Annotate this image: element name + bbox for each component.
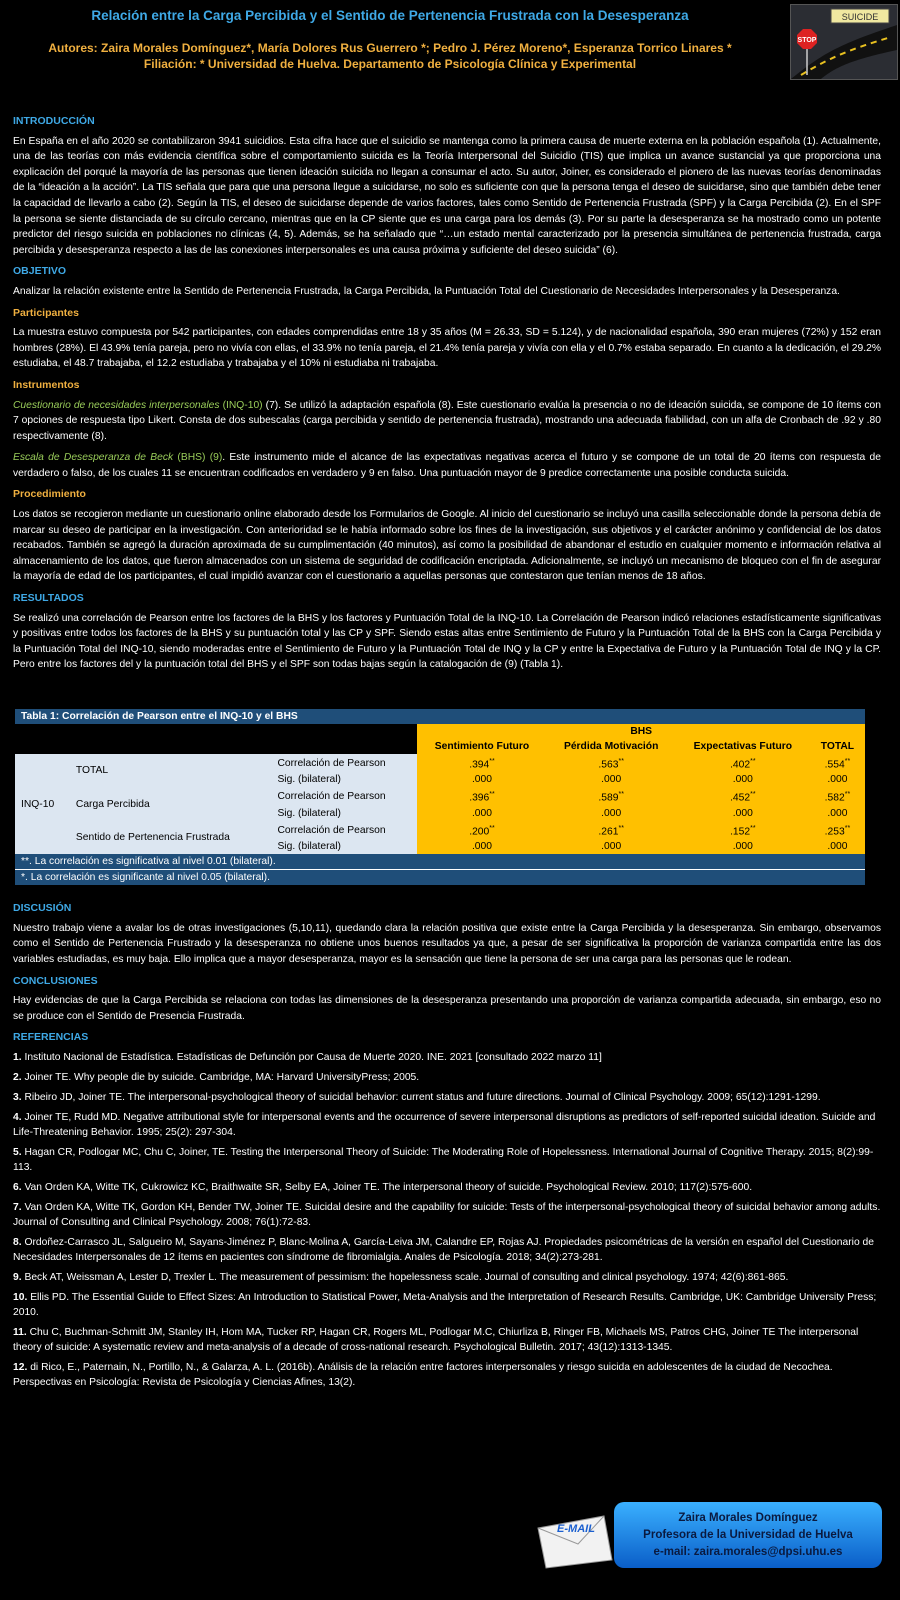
row-label: Sentido de Pertenencia Frustrada bbox=[70, 821, 272, 854]
table-caption: Tabla 1: Correlación de Pearson entre el INQ-10 y el BHS bbox=[15, 709, 865, 724]
affiliation: Filiación: * Universidad de Huelva. Departamento de Psicología Clínica y Experimental bbox=[143, 57, 637, 71]
logo-sign: SUICIDE bbox=[841, 12, 879, 22]
conclusiones-text: Hay evidencias de que la Carga Percibida se relaciona con todas las dimensiones de la desesperanza presentando una proporción de varianza compartida adecuada, sin embargo, eso no se produce con el Sentido de Presencia Frustrada. bbox=[13, 995, 881, 1022]
intro-text: En España en el año 2020 se contabilizaron 3941 suicidios. Esta cifra hace que el suicidio se mantenga como la primera causa de muerte externa en la población española (1). Actualmente, una de las teorías con más evidencia científica sobre el comportamiento suicida es la Teoría Interpersonal del Suicidio (TIS) que implica un avance sustancial ya que proporciona una explicación del porqué la mayoría de las personas que tienen ideación suicida no llegan a consumar el acto. Su autor, Joiner, es considerado el pionero de las nuevas teorías denominadas de la “ideación a la acción”. La TIS señala que para que una persona llegue a suicidarse, no solo es suficiente con que la persona tenga el deseo de suicidarse, sino que también debe tener la capacidad de llevarlo a cabo (2). Según la TIS, el deseo de suicidarse depende de varios factores, tales como Sentido de Pertenencia Frustrada (SPF) y la Carga Percibida (2). En el SPF la persona se siente distanciada de su círculo cercano, mientras que en la CP siente que es una carga para los demás (3). Por su parte la desesperanza se ha mostrado como un potente predictor del riesgo suicida en poblaciones no clínicas (4, 5). Además, se ha señalado que “…un estado mental caracterizado por la presencia simultánea de pertenencia frustrada, carga percibida y desesperanza respecto a las de las conexiones interpersonales es una causa próxima y suficiente del deseo suicida” (6). bbox=[13, 135, 881, 256]
discusion-text: Nuestro trabajo viene a avalar los de otras investigaciones (5,10,11), quedando clara la relación positiva que existe entre la Carga Percibida y la desesperanza. Sin embargo, observamos como el Sentido de Pertenencia Frustrado y la desesperanza no obtiene unos buenos resultados ya que, a pesar de ser significativa la proporción de varianza compartida entre las dos variables estudiadas, es muy baja. Ello implica que a mayor desesperanza, mayor es la sensación que tiene la persona de ser una carga para las personas que le rodean. bbox=[13, 922, 881, 966]
instrumentos-heading: Instrumentos bbox=[13, 378, 80, 391]
table-note: *. La correlación es significante al nivel 0.05 (bilateral). bbox=[15, 870, 865, 886]
row-label: Carga Percibida bbox=[70, 787, 272, 820]
row-label: TOTAL bbox=[70, 754, 272, 787]
stat-label: Sig. (bilateral) bbox=[271, 772, 417, 787]
inq-text: (7). Se utilizó la adaptación española (8). Este cuestionario evalúa la presencia o no de ideación suicida, se compone de 10 ítems con 7 opciones de respuesta tipo Likert. Consta de dos subescalas (carga percibida y sentido de pertenencia frustrada), mostrando una adecuada fiabilidad, con un alfa de Cronbach de .92 y .80 respectivamente (8). bbox=[13, 399, 881, 442]
inq-abbr: (INQ-10) bbox=[219, 399, 263, 411]
reference-item: 2. Joiner TE. Why people die by suicide. Cambridge, MA: Harvard UniversityPress; 2005. bbox=[13, 1072, 420, 1084]
resultados-text: Se realizó una correlación de Pearson entre los factores de la BHS y los factores y Puntuación Total de la INQ-10. La Correlación de Pearson indicó relaciones estadísticamente significativas y positivas entre todos los factores de la BHS y su puntuación total y las CP y SPF. Siendo estas altas entre Sentimiento de Futuro y la Puntuación Total de la BHS con la Carga Percibida y la Puntuación Total del INQ-10, siendo moderadas entre el Sentimiento de Futuro y la Puntuación Total de INQ y la CP y entre la Expectativa de Futuro y la Puntuación Total de INQ y la CP. Pero entre los factores del y la puntuación total del BHS y el SPF son todas bajas según la catalogación de (9) (Tabla 1). bbox=[13, 612, 881, 671]
correlation-cell: .554** bbox=[810, 754, 865, 772]
bhs-description bbox=[13, 450, 881, 481]
bhs-name: Escala de Desesperanza de Beck bbox=[13, 452, 174, 464]
table-row bbox=[15, 821, 865, 839]
significance-cell: .000 bbox=[810, 806, 865, 821]
correlation-cell: .589** bbox=[547, 787, 676, 805]
correlation-cell: .563** bbox=[547, 754, 676, 772]
logo-stop: STOP bbox=[797, 37, 817, 44]
correlation-table bbox=[15, 709, 865, 885]
correlation-cell: .452** bbox=[676, 787, 810, 805]
significance-cell: .000 bbox=[810, 772, 865, 787]
reference-item: 9. Beck AT, Weissman A, Lester D, Trexler L. The measurement of pessimism: the hopelessness scale. Journal of consulting and clinical psychology. 1974; 42(6):861-865. bbox=[13, 1272, 789, 1284]
significance-cell: .000 bbox=[676, 806, 810, 821]
contact-box bbox=[614, 1502, 882, 1568]
contact-role: Profesora de la Universidad de Huelva bbox=[643, 1529, 853, 1541]
objetivo-heading: OBJETIVO bbox=[13, 265, 67, 278]
significance-cell: .000 bbox=[417, 839, 546, 854]
significance-cell: .000 bbox=[547, 839, 676, 854]
resultados-heading: RESULTADOS bbox=[13, 592, 84, 605]
reference-item: 10. Ellis PD. The Essential Guide to Effect Sizes: An Introduction to Statistical Power, Meta-Analysis and the Interpretation of Research Results. Cambridge, UK: Cambridge University Press; 2010. bbox=[13, 1292, 877, 1319]
significance-cell: .000 bbox=[676, 839, 810, 854]
correlation-cell: .253** bbox=[810, 821, 865, 839]
procedimiento-heading: Procedimiento bbox=[13, 488, 86, 501]
stat-label: Correlación de Pearson bbox=[271, 787, 417, 805]
correlation-cell: .152** bbox=[676, 821, 810, 839]
significance-cell: .000 bbox=[676, 772, 810, 787]
significance-cell: .000 bbox=[417, 806, 546, 821]
correlation-cell: .402** bbox=[676, 754, 810, 772]
table-row bbox=[15, 787, 865, 805]
table-row bbox=[15, 754, 865, 772]
authors-block bbox=[30, 40, 750, 72]
participantes-text: La muestra estuvo compuesta por 542 participantes, con edades comprendidas entre 18 y 35 años (M = 26.33, SD = 5.124), y de nacionalidad española, 390 eran mujeres (72%) y 152 eran hombres (28%). El 43.9% tenía pareja, pero no vivía con ellas, el 33.9% no tenía pareja, el 21.4% tenía pareja y vivía con ella y el 0.7% estaba separado. En cuanto a la dedicación, el 29.2% estudiaba, el 48.7 trabajaba, el 12.2 estudiaba y trabajaba y el 10% ni estudiaba ni trabajaba. bbox=[13, 327, 881, 370]
authors: Autores: Zaira Morales Domínguez*, María Dolores Rus Guerrero *; Pedro J. Pérez Moreno*, Esperanza Torrico Linares * bbox=[48, 41, 732, 55]
reference-item: 8. Ordoñez-Carrasco JL, Salgueiro M, Sayans-Jiménez P, Blanc-Molina A, García-Leiva JM, Calandre EP, Rojas AJ. Propiedades psicométricas de la versión en español del Cuestionario de Necesidades Interpersonales de 12 ítems en pacientes con síndrome de fibromialgia. Anales de Psicología. 2018; 34(2):273-281. bbox=[13, 1237, 874, 1264]
reference-item: 11. Chu C, Buchman-Schmitt JM, Stanley IH, Hom MA, Tucker RP, Hagan CR, Rogers ML, Podlogar M.C, Chiurliza B, Ringer FB, Michaels MS, Patros CHG, Joiner TE The interpersonal theory of suicide: A systematic review and meta-analysis of a decade of cross-national research. Psychological Bulletin. 2017; 43(12):1313-1345. bbox=[13, 1327, 859, 1354]
correlation-cell: .396** bbox=[417, 787, 546, 805]
reference-item: 1. Instituto Nacional de Estadística. Estadísticas de Defunción por Causa de Muerte 2020. INE. 2021 [consultado 2022 marzo 11] bbox=[13, 1052, 602, 1064]
inq-name: Cuestionario de necesidades interpersonales bbox=[13, 399, 220, 411]
reference-list bbox=[13, 1050, 881, 1390]
stat-label: Correlación de Pearson bbox=[271, 821, 417, 839]
reference-item: 5. Hagan CR, Podlogar MC, Chu C, Joiner, TE. Testing the Interpersonal Theory of Suicide: The Moderating Role of Hopelessness. International Journal of Cognitive Therapy. 2015; 8(2):99-113. bbox=[13, 1147, 874, 1174]
poster-title: Relación entre la Carga Percibida y el Sentido de Pertenencia Frustrada con la Desesperanza bbox=[91, 8, 689, 23]
contact-email[interactable]: e-mail: zaira.morales@dpsi.uhu.es bbox=[653, 1546, 843, 1558]
bhs-text: . Este instrumento mide el alcance de las expectativas negativas acerca el futuro y se compone de un total de 20 ítems con respuesta de verdadero o falso, de los cuales 11 se encuentran codificados en verdadero y 9 en falso. Una puntuación mayor de 9 predice correctamente una posible conducta suicida. bbox=[13, 452, 881, 479]
reference-item: 3. Ribeiro JD, Joiner TE. The interpersonal-psychological theory of suicidal behavior: current status and future directions. Journal of Clinical Psychology. 2009; 65(12):1291-1299. bbox=[13, 1092, 821, 1104]
table-blank-corner bbox=[15, 724, 417, 754]
conclusiones-heading: CONCLUSIONES bbox=[13, 974, 98, 987]
significance-cell: .000 bbox=[547, 806, 676, 821]
stat-label: Correlación de Pearson bbox=[271, 754, 417, 772]
stat-label: Sig. (bilateral) bbox=[271, 806, 417, 821]
correlation-cell: .582** bbox=[810, 787, 865, 805]
participantes-heading: Participantes bbox=[13, 306, 79, 319]
envelope-icon bbox=[534, 1510, 616, 1570]
col-header: Expectativas Futuro bbox=[676, 739, 810, 754]
correlation-cell: .200** bbox=[417, 821, 546, 839]
table-group-header: BHS bbox=[417, 724, 865, 739]
correlation-cell: .394** bbox=[417, 754, 546, 772]
significance-cell: .000 bbox=[810, 839, 865, 854]
row-group-label: INQ-10 bbox=[15, 754, 70, 854]
contact-name: Zaira Morales Domínguez bbox=[678, 1512, 818, 1524]
procedimiento-text: Los datos se recogieron mediante un cuestionario online elaborado desde los Formularios de Google. Al inicio del cuestionario se incluyó una casilla seleccionable donde la persona debía de marcar su deseo de participar en la investigación. Con anterioridad se le había informado sobre los fines de la investigación, sus objetivos y el carácter anónimo y confidencial de los datos recabados. También se agregó la duración aproximada de su cumplimentación (40 minutos), así como la posibilidad de abandonar el estudio en cualquier momento e información relativa al almacenamiento de los datos, que fueron almacenados con un sistema de seguridad de codificación encriptada. Adicionalmente, se incluyó un mecanismo de bloqueo con el fin de asegurar la mayoría de edad de los participantes, el cual impidió avanzar con el cuestionario a aquellas personas que contestaron que tenían menos de 18 años. bbox=[13, 509, 881, 583]
email-badge: E-MAIL bbox=[557, 1523, 595, 1535]
reference-item: 4. Joiner TE, Rudd MD. Negative attributional style for interpersonal events and the occurrence of severe interpersonal disruptions as predictors of self-reported suicidal ideation. Suicide and Life-Threatening Behavior. 1995; 25(2): 297-304. bbox=[13, 1112, 876, 1139]
poster-body bbox=[13, 108, 881, 1395]
col-header: Sentimiento Futuro bbox=[417, 739, 546, 754]
inq-description bbox=[13, 398, 881, 445]
col-header: Pérdida Motivación bbox=[547, 739, 676, 754]
reference-item: 12. di Rico, E., Paternain, N., Portillo, N., & Galarza, A. L. (2016b). Análisis de la relación entre factores interpersonales y riesgo suicida en adolescentes de la ciudad de Necochea. Perspectivas en Psicología: Revista de Psicología y Ciencias Afines, 13(2). bbox=[13, 1362, 833, 1389]
significance-cell: .000 bbox=[417, 772, 546, 787]
objetivo-text: Analizar la relación existente entre la Sentido de Pertenencia Frustrada, la Carga Percibida, la Puntuación Total del Cuestionario de Necesidades Interpersonales y la Desesperanza. bbox=[13, 285, 840, 297]
col-header: TOTAL bbox=[810, 739, 865, 754]
intro-heading: INTRODUCCIÓN bbox=[13, 115, 95, 127]
contact-card bbox=[534, 1502, 882, 1572]
significance-cell: .000 bbox=[547, 772, 676, 787]
correlation-cell: .261** bbox=[547, 821, 676, 839]
referencias-heading: REFERENCIAS bbox=[13, 1031, 89, 1044]
stat-label: Sig. (bilateral) bbox=[271, 839, 417, 854]
discusion-heading: DISCUSIÓN bbox=[13, 902, 72, 915]
reference-item: 6. Van Orden KA, Witte TK, Cukrowicz KC, Braithwaite SR, Selby EA, Joiner TE. The interpersonal theory of suicide. Psychological Review. 2010; 117(2):575-600. bbox=[13, 1182, 753, 1194]
table-note: **. La correlación es significativa al nivel 0.01 (bilateral). bbox=[15, 854, 865, 870]
bhs-abbr: (BHS) (9) bbox=[173, 452, 223, 464]
suicide-road-logo bbox=[790, 4, 898, 80]
reference-item: 7. Van Orden KA, Witte TK, Gordon KH, Bender TW, Joiner TE. Suicidal desire and the capability for suicide: Tests of the interpersonal-psychological theory of suicidal behavior among adults. Journal of Consulting and Clinical Psychology. 2008; 76(1):72-83. bbox=[13, 1202, 881, 1229]
